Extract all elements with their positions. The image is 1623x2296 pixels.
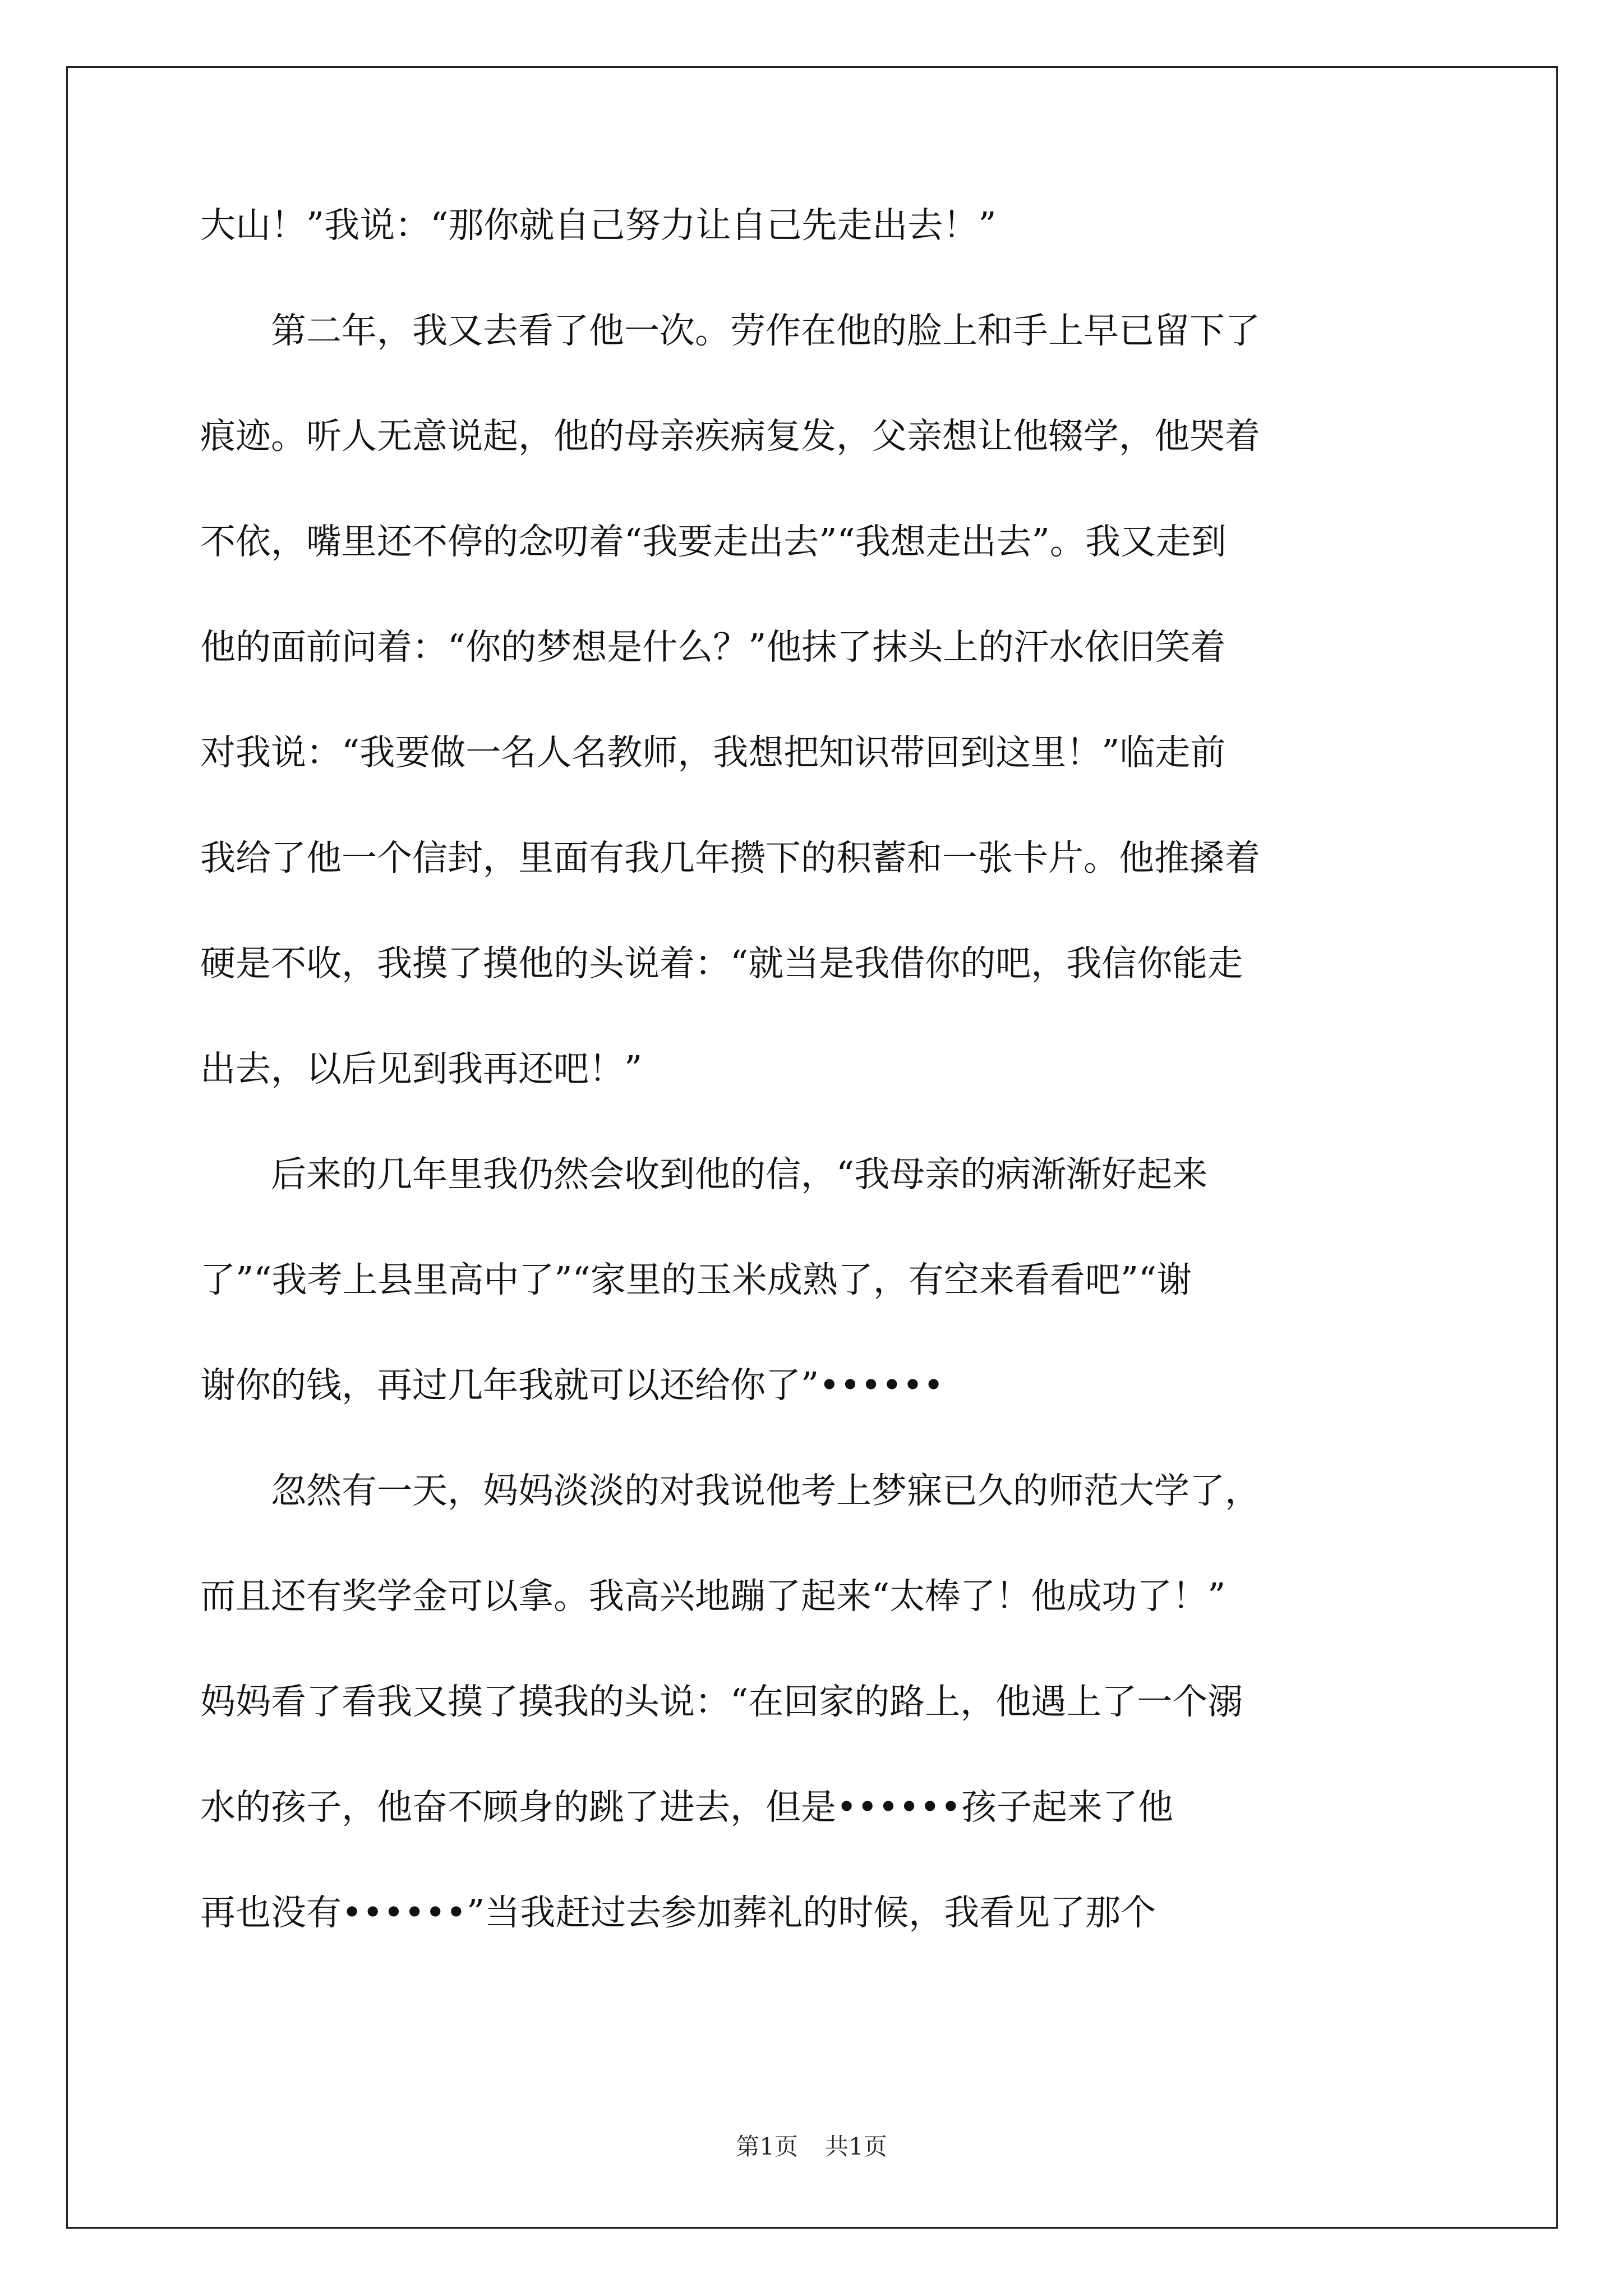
text-line: 对我说：“我要做一名人名教师，我想把知识带回到这里！”临走前 (200, 732, 1226, 773)
text-line: 了”“我考上县里高中了”“家里的玉米成熟了，有空来看看吧”“谢 (200, 1259, 1192, 1300)
text-line: 痕迹。听人无意说起，他的母亲疾病复发，父亲想让他辍学，他哭着 (200, 416, 1260, 457)
page-footer (0, 2133, 1623, 2161)
text-line: 不依，嘴里还不停的念叨着“我要走出去”“我想走出去”。我又走到 (200, 521, 1227, 562)
text-line: 我给了他一个信封，里面有我几年攒下的积蓄和一张卡片。他推搡着 (200, 838, 1260, 878)
text-line: 出去，以后见到我再还吧！” (200, 1048, 643, 1089)
text-line: 他的面前问着：“你的梦想是什么？”他抹了抹头上的汗水依旧笑着 (200, 627, 1226, 668)
text-line: 再也没有••••••”当我赶过去参加葬礼的时候，我看见了那个 (200, 1892, 1156, 1933)
page-number: 第1页 (736, 2133, 798, 2160)
text-line: 而且还有奖学金可以拿。我高兴地蹦了起来“太棒了！他成功了！” (200, 1576, 1226, 1617)
document-body (200, 199, 1426, 1939)
text-line: 妈妈看了看我又摸了摸我的头说：“在回家的路上，他遇上了一个溺 (200, 1681, 1243, 1722)
text-line: 水的孩子，他奋不顾身的跳了进去，但是••••••孩子起来了他 (200, 1787, 1173, 1828)
page-total: 共1页 (825, 2133, 887, 2160)
text-line: 大山！”我说：“那你就自己努力让自己先走出去！” (200, 205, 997, 246)
text-line: 后来的几年里我仍然会收到他的信，“我母亲的病渐渐好起来 (200, 1154, 1208, 1195)
text-line: 硬是不收，我摸了摸他的头说着：“就当是我借你的吧，我信你能走 (200, 943, 1243, 984)
text-line: 谢你的钱，再过几年我就可以还给你了”•••••• (200, 1365, 944, 1406)
text-line: 第二年，我又去看了他一次。劳作在他的脸上和手上早已留下了 (200, 310, 1260, 351)
text-line: 忽然有一天，妈妈淡淡的对我说他考上梦寐已久的师范大学了， (200, 1470, 1260, 1511)
